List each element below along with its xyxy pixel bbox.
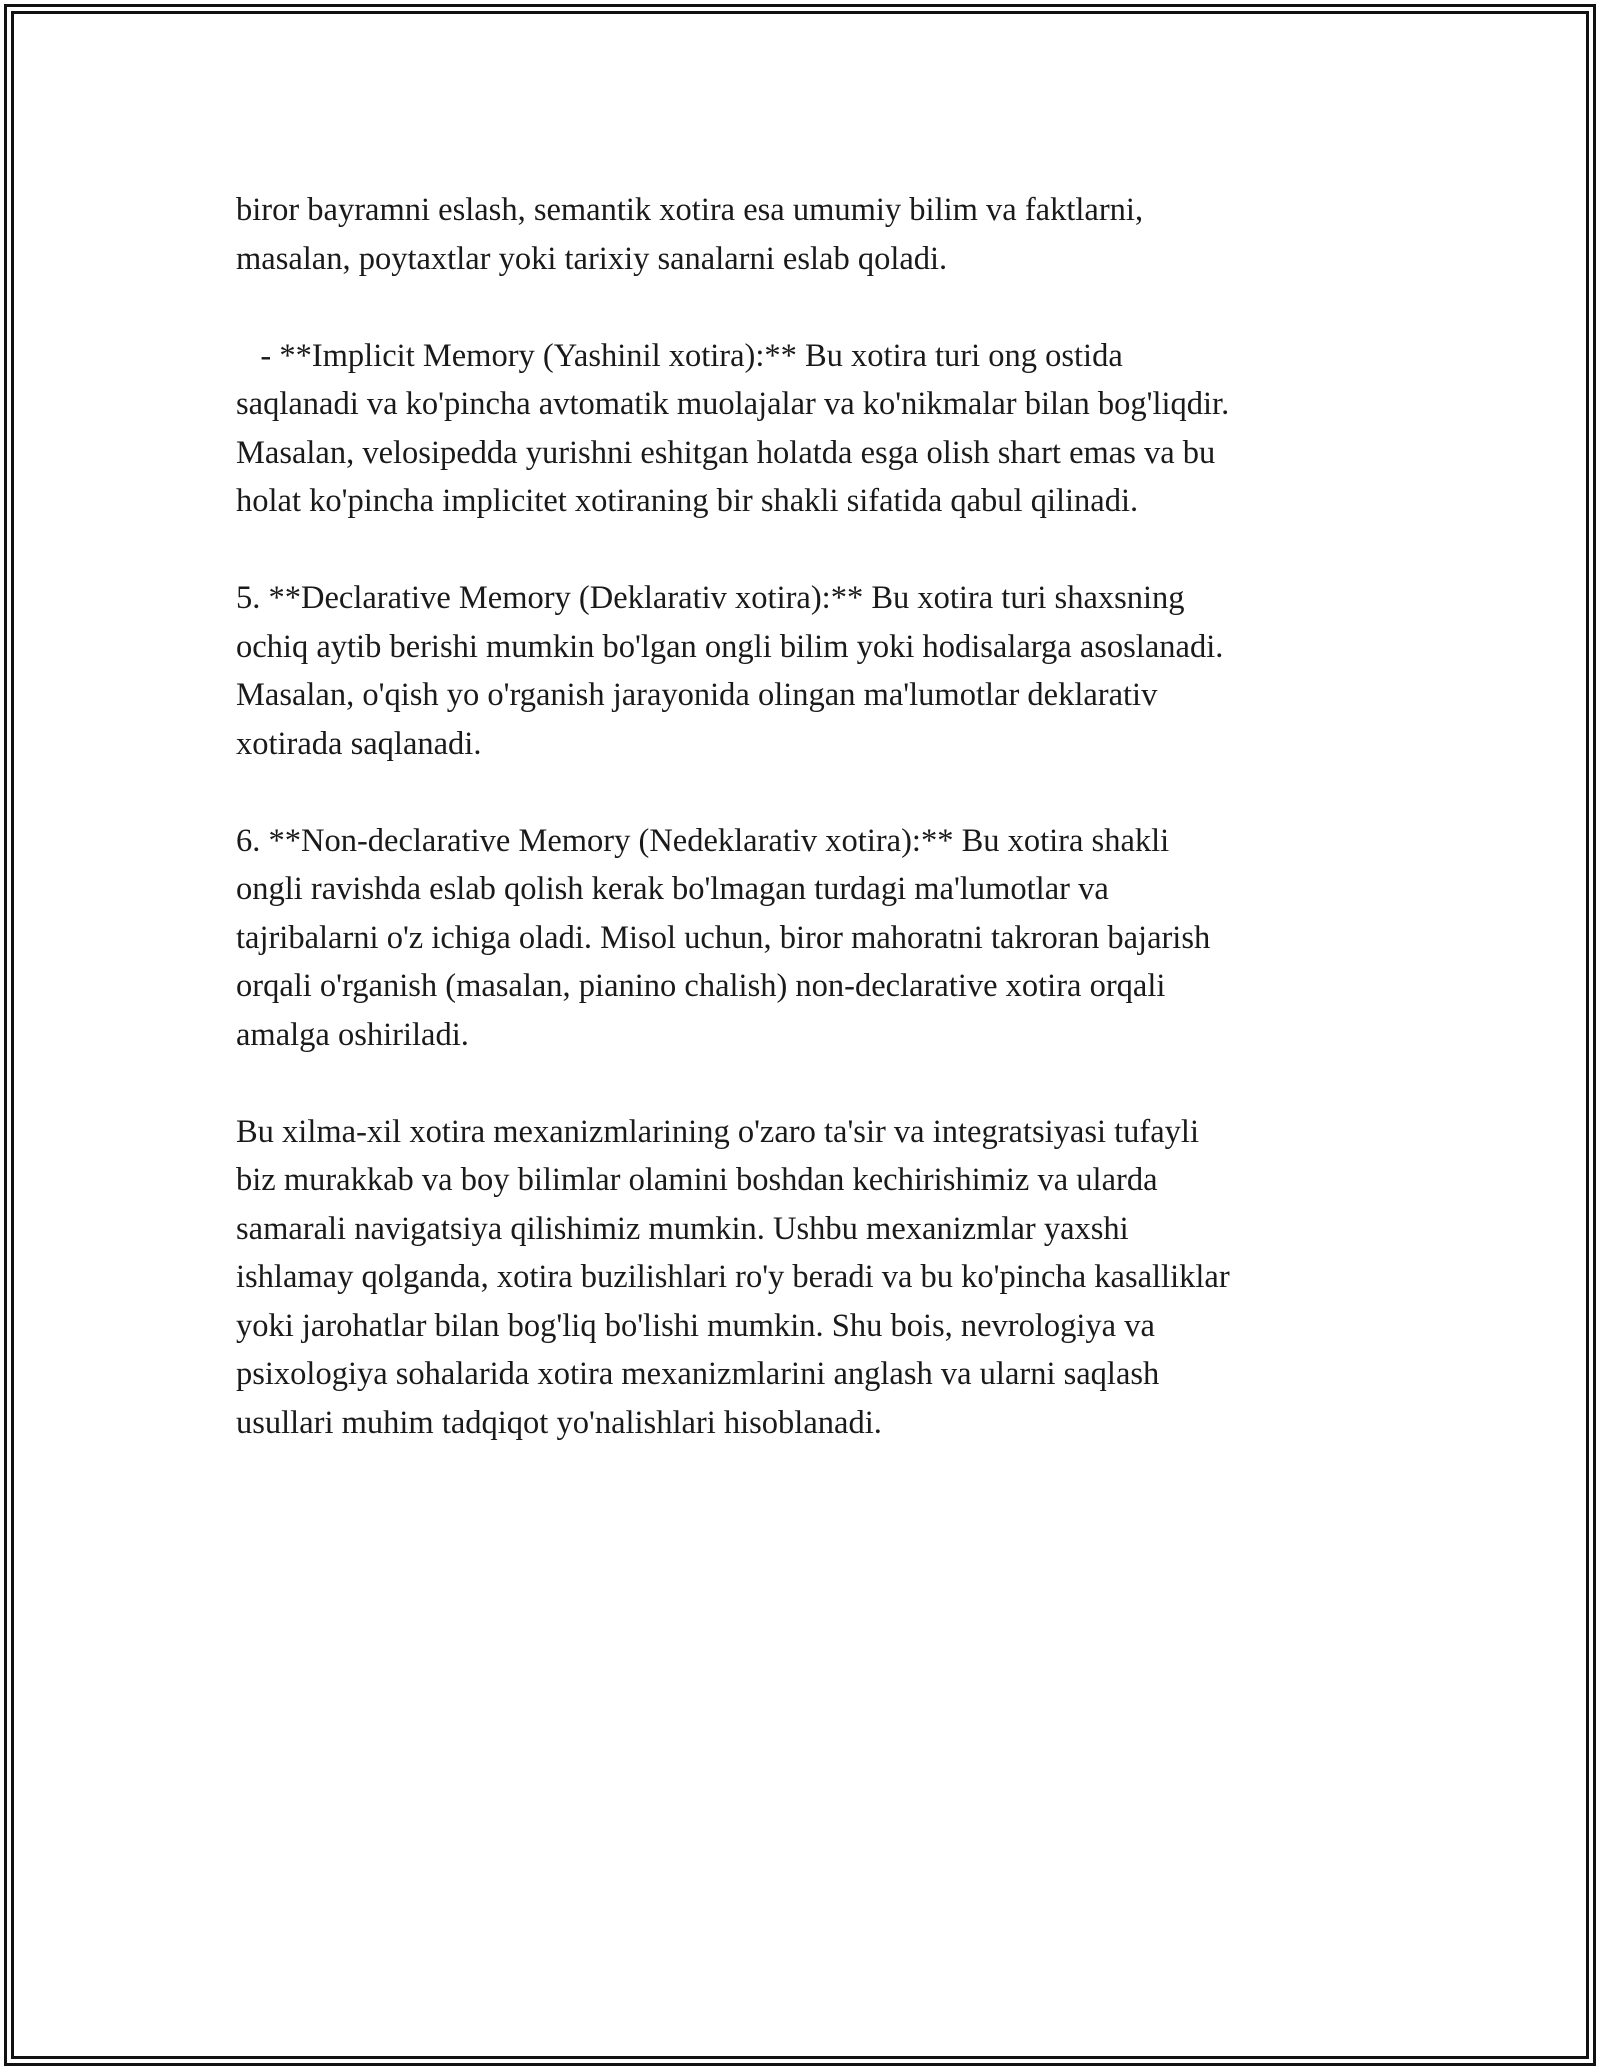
text-line: xotirada saqlanadi. [236,725,482,762]
text-line: saqlanadi va ko'pincha avtomatik muolajalar va ko'nikmalar bilan bog'liqdir. [236,386,1230,422]
text-line: yoki jarohatlar bilan bog'liq bo'lishi mumkin. Shu bois, nevrologiya va [236,1307,1155,1344]
paragraph-conclusion [236,1108,1366,1448]
document-body [236,186,1366,1496]
paragraph-non-declarative-memory [236,817,1366,1060]
text-line: ochiq aytib berishi mumkin bo'lgan ongli bilim yoki hodisalarga asoslanadi. [236,628,1224,665]
text-line: 6. **Non-declarative Memory (Nedeklarativ xotira):** Bu xotira shakli [236,822,1170,859]
text-line: amalga oshiriladi. [236,1016,469,1053]
text-line: orqali o'rganish (masalan, pianino chalish) non-declarative xotira orqali [236,968,1166,1004]
paragraph-declarative-memory [236,574,1366,768]
text-line: psixologiya sohalarida xotira mexanizmlarini anglash va ularni saqlash [236,1356,1160,1392]
text-line: usullari muhim tadqiqot yo'nalishlari hisoblanadi. [236,1404,882,1441]
text-line: Masalan, velosipedda yurishni eshitgan holatda esga olish shart emas va bu [236,434,1216,471]
paragraph-implicit-memory [236,332,1366,526]
text-line: holat ko'pincha implicitet xotiraning bir shakli sifatida qabul qilinadi. [236,483,1139,519]
text-line: masalan, poytaxtlar yoki tarixiy sanalarni eslab qoladi. [236,240,948,277]
text-line: ongli ravishda eslab qolish kerak bo'lmagan turdagi ma'lumotlar va [236,871,1109,907]
text-line: biz murakkab va boy bilimlar olamini boshdan kechirishimiz va ularda [236,1162,1158,1198]
text-line: Bu xilma-xil xotira mexanizmlarining o'zaro ta'sir va integratsiyasi tufayli [236,1113,1199,1150]
paragraph-episodic-semantic [236,186,1366,283]
text-line: - **Implicit Memory (Yashinil xotira):** Bu xotira turi ong ostida [236,337,1123,374]
text-line: samarali navigatsiya qilishimiz mumkin. Ushbu mexanizmlar yaxshi [236,1210,1129,1247]
text-line: tajribalarni o'z ichiga oladi. Misol uchun, biror mahoratni takroran bajarish [236,919,1211,956]
text-line: ishlamay qolganda, xotira buzilishlari ro'y beradi va bu ko'pincha kasalliklar [236,1259,1230,1295]
text-line: Masalan, o'qish yo o'rganish jarayonida olingan ma'lumotlar deklarativ [236,677,1158,713]
text-line: biror bayramni eslash, semantik xotira esa umumiy bilim va faktlarni, [236,192,1144,228]
text-line: 5. **Declarative Memory (Deklarativ xotira):** Bu xotira turi shaxsning [236,580,1185,616]
